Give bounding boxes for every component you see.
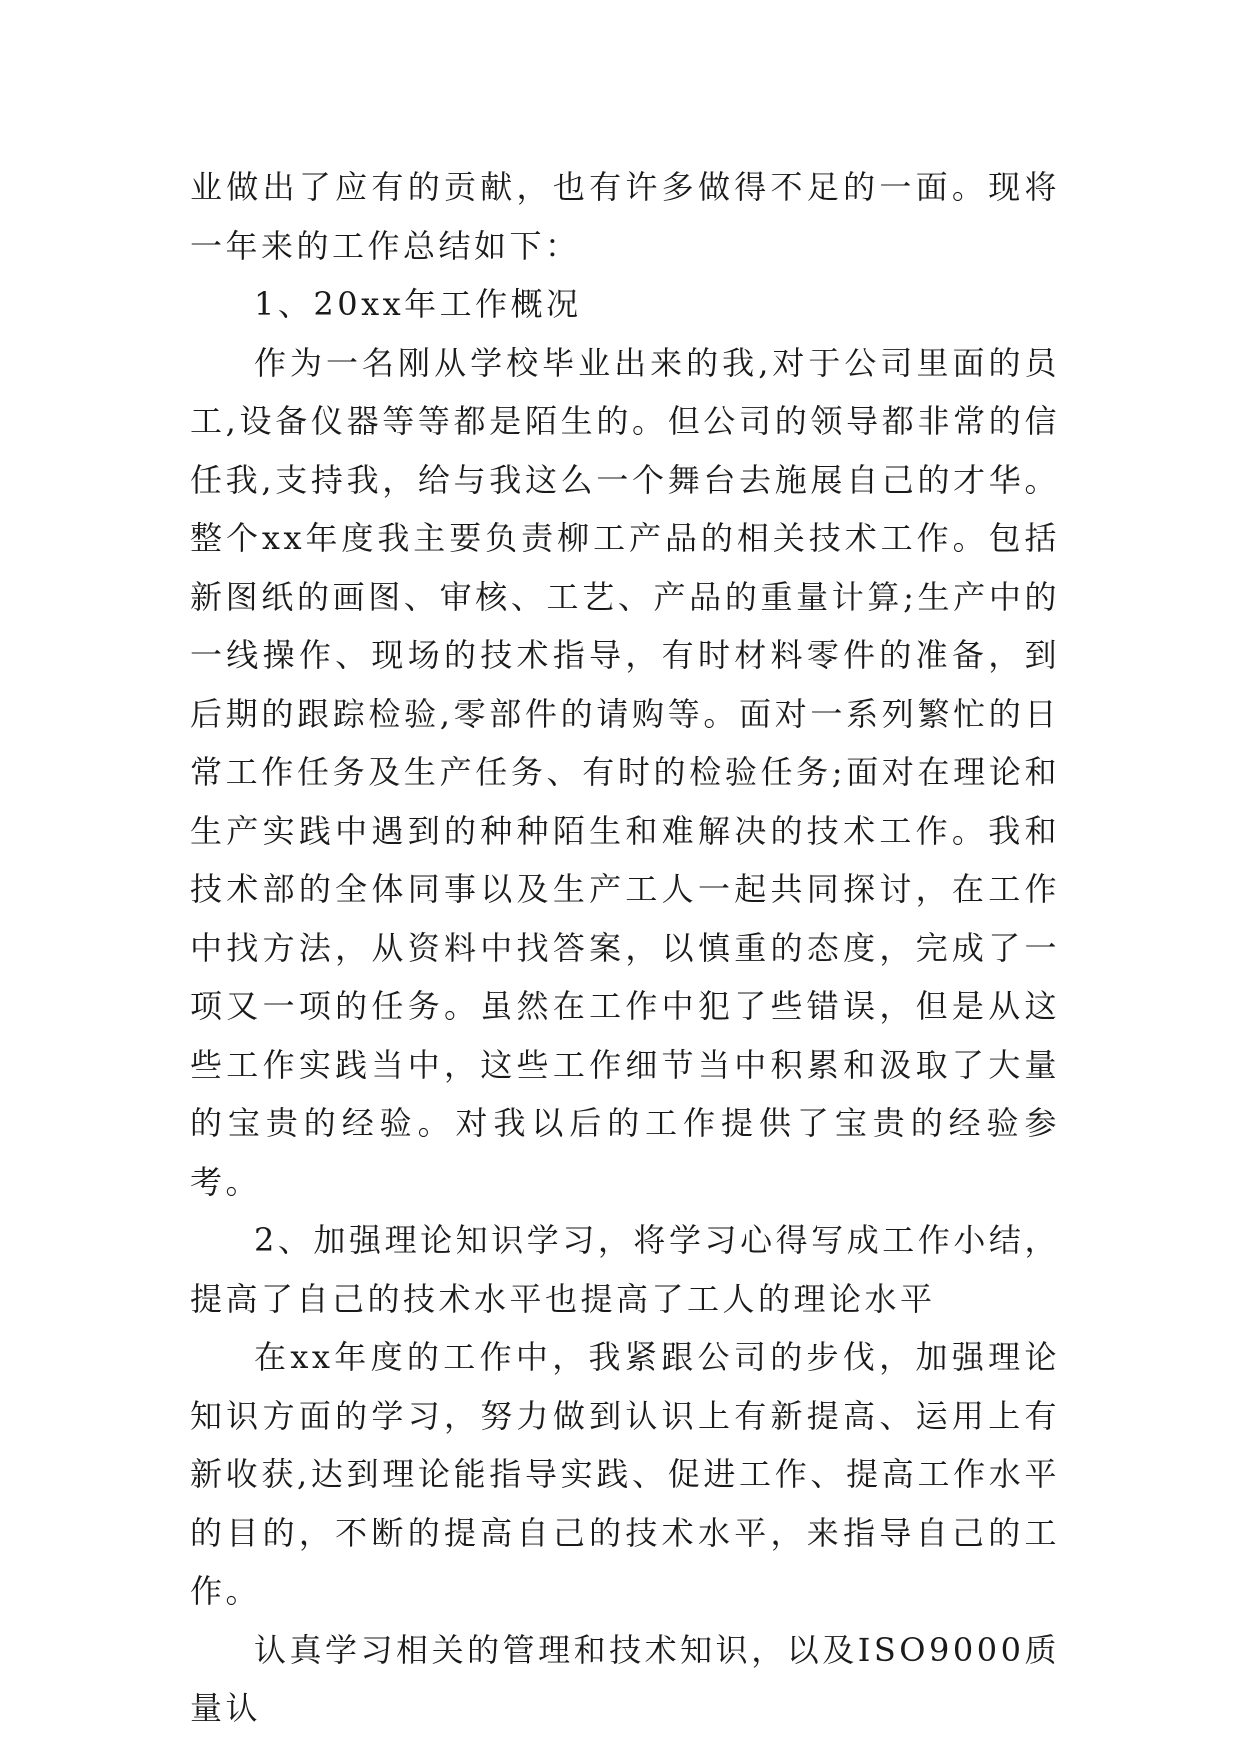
section-heading-2: 2、加强理论知识学习，将学习心得写成工作小结，提高了自己的技术水平也提高了工人的理论水平 bbox=[190, 1221, 1060, 1318]
section-heading-1: 1、20xx年工作概况 bbox=[254, 285, 582, 323]
paragraph-theory-study: 在xx年度的工作中，我紧跟公司的步伐，加强理论知识方面的学习，努力做到认识上有新提高、运用上有新收获,达到理论能指导实践、促进工作、提高工作水平的目的，不断的提高自己的技术水平，来指导自己的工作。 bbox=[190, 1338, 1060, 1610]
paragraph-intro-continued: 业做出了应有的贡献，也有许多做得不足的一面。现将一年来的工作总结如下： bbox=[190, 168, 1060, 265]
document-body bbox=[190, 158, 1060, 1738]
paragraph-work-overview: 作为一名刚从学校毕业出来的我,对于公司里面的员工,设备仪器等等都是陌生的。但公司的领导都非常的信任我,支持我，给与我这么一个舞台去施展自己的才华。整个xx年度我主要负责柳工产品的相关技术工作。包括新图纸的画图、审核、工艺、产品的重量计算;生产中的一线操作、现场的技术指导，有时材料零件的准备，到后期的跟踪检验,零部件的请购等。面对一系列繁忙的日常工作任务及生产任务、有时的检验任务;面对在理论和生产实践中遇到的种种陌生和难解决的技术工作。我和技术部的全体同事以及生产工人一起共同探讨，在工作中找方法，从资料中找答案，以慎重的态度，完成了一项又一项的任务。虽然在工作中犯了些错误，但是从这些工作实践当中，这些工作细节当中积累和汲取了大量的宝贵的经验。对我以后的工作提供了宝贵的经验参考。 bbox=[190, 343, 1060, 1201]
paragraph-iso-study: 认真学习相关的管理和技术知识，以及ISO9000质量认 bbox=[190, 1630, 1060, 1727]
